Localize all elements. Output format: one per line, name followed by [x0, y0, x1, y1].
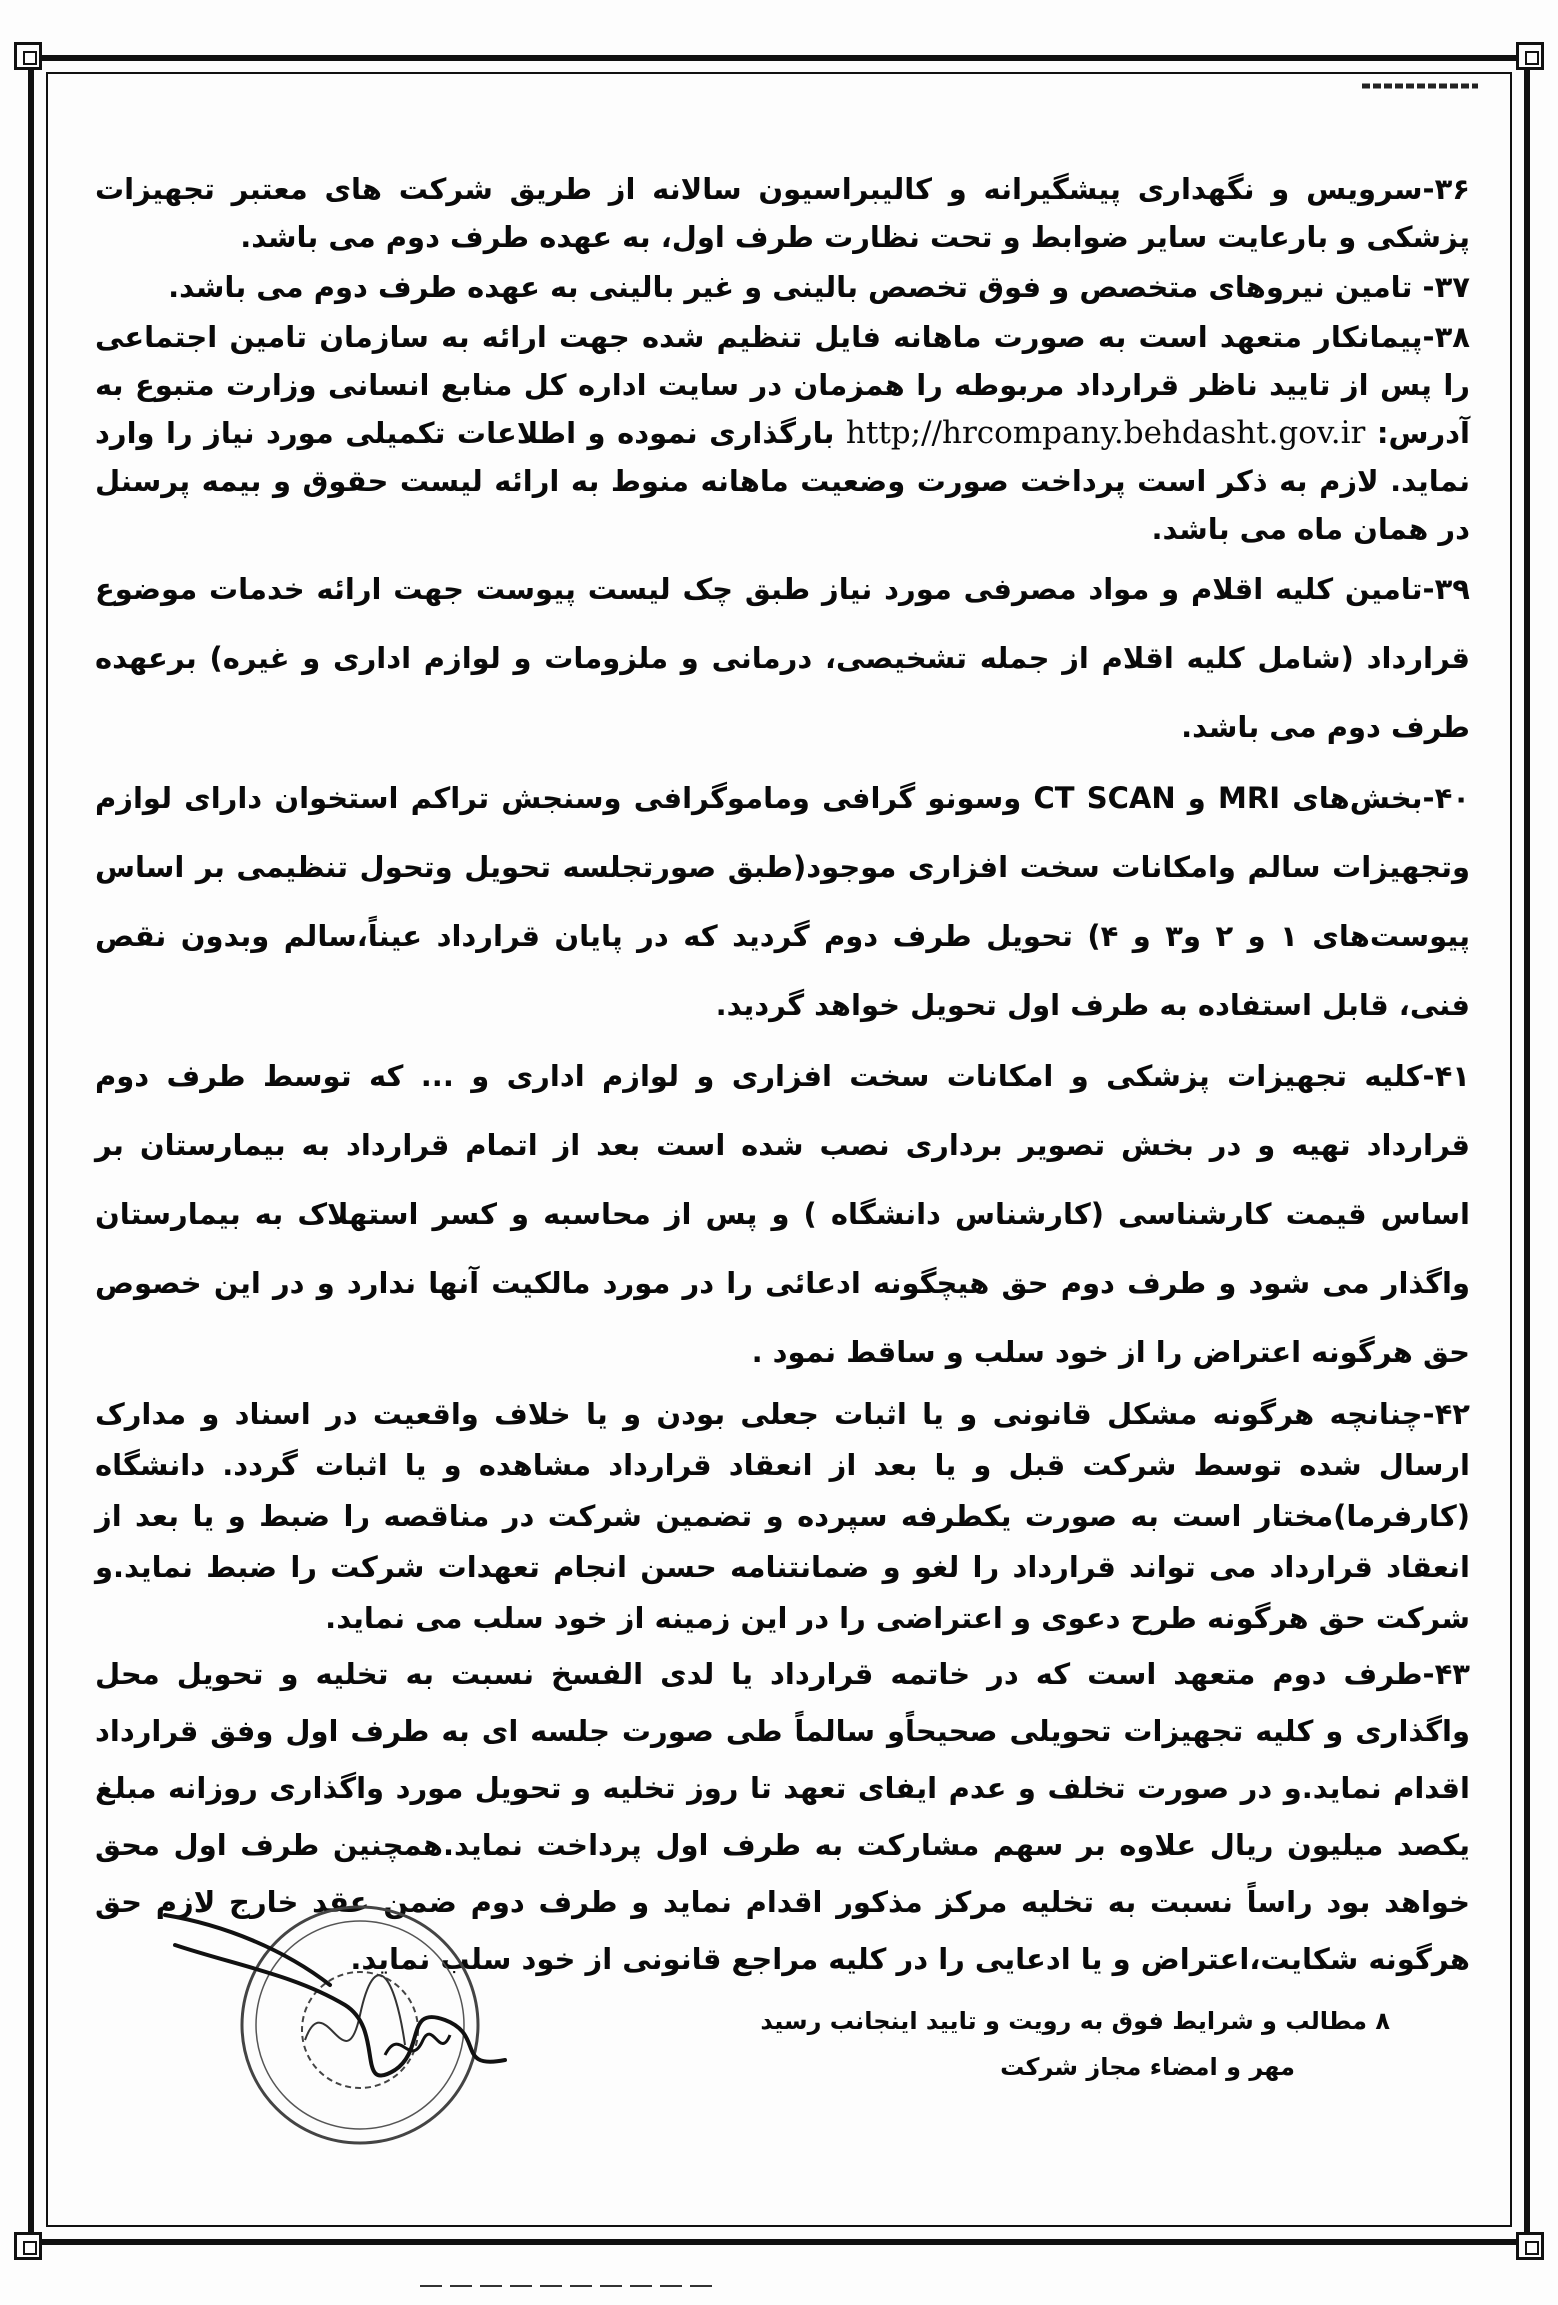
border-corner-bottom-left — [14, 2232, 42, 2260]
clause-38: ۳۸-پیمانکار متعهد است به صورت ماهانه فایل تنظیم شده جهت ارائه به سازمان تامین اجتماعی را پس از تایید ناظر قرارداد مربوطه را همزمان در سایت اداره کل منابع انسانی وزارت متبوع به آدرس: http;//hrcompany.behdasht.gov.ir بارگذاری نموده و اطلاعات تکمیلی مورد نیاز را وارد نماید. لازم به ذکر است پرداخت صورت وضعیت ماهانه منوط به ارائه لیست حقوق و بیمه پرسنل در همان ماه می باشد. — [95, 320, 1470, 546]
clause-36: ۳۶-سرویس و نگهداری پیشگیرانه و کالیبراسیون سالانه از طریق شرکت های معتبر تجهیزات پزشکی و بارعایت سایر ضوابط و تحت نظارت طرف اول، به عهده طرف دوم می باشد. — [95, 172, 1470, 254]
clause-42: ۴۲-چنانچه هرگونه مشکل قانونی و یا اثبات جعلی بودن و یا خلاف واقعیت در اسناد و مدارک ارسال شده توسط شرکت قبل و یا بعد از انعقاد قرارداد مشاهده و یا اثبات گردد. دانشگاه (کارفرما)مختار است به صورت یکطرفه سپرده و تضمین شرکت در مناقصه را ضبط و یا بعد از انعقاد قرارداد می تواند قرارداد را لغو و ضمانتنامه حسن انجام تعهدات شرکت را ضبط نماید.و شرکت حق هرگونه طرح دعوی و اعتراضی را در این زمینه از خود سلب می نماید. — [95, 1397, 1470, 1635]
scan-bottom-marks — [420, 2278, 720, 2292]
contract-clauses — [95, 165, 1470, 1990]
company-seal-and-signature — [155, 1855, 545, 2195]
footer-acknowledgement: ۸ مطالب و شرایط فوق به رویت و تایید اینجانب رسید — [760, 2007, 1390, 2035]
signature-block — [760, 1998, 1390, 2090]
clause-41: ۴۱-کلیه تجهیزات پزشکی و امکانات سخت افزاری و لوازم اداری و ... که توسط طرف دوم قرارداد تهیه و در بخش تصویر برداری نصب شده است بعد از اتمام قرارداد به بیمارستان بر اساس قیمت کارشناسی (کارشناس دانشگاه ) و پس از محاسبه و کسر استهلاک به بیمارستان واگذار می شود و طرف دوم حق هیچگونه ادعائی را در مورد مالکیت آنها ندارد و در این خصوص حق هرگونه اعتراض را از خود سلب و ساقط نمود . — [95, 1059, 1470, 1369]
clause-39: ۳۹-تامین کلیه اقلام و مواد مصرفی مورد نیاز طبق چک لیست پیوست جهت ارائه خدمات موضوع قرارداد (شامل کلیه اقلام از جمله تشخیصی، درمانی و ملزومات و لوازم اداری و غیره) برعهده طرف دوم می باشد. — [95, 572, 1470, 744]
border-corner-bottom-right — [1516, 2232, 1544, 2260]
clause-37: ۳۷- تامین نیروهای متخصص و فوق تخصص بالینی و غیر بالینی به عهده طرف دوم می باشد. — [168, 270, 1470, 304]
hrcompany-url[interactable]: http;//hrcompany.behdasht.gov.ir — [845, 415, 1366, 451]
clause-40: ۴۰-بخش‌های MRI و CT SCAN وسونو گرافی وماموگرافی وسنجش تراکم استخوان دارای لوازم وتجهیزات سالم وامکانات سخت افزاری موجود(طبق صورتجلسه تحویل وتحول تنظیمی بر اساس پیوست‌های ۱ و ۲ و۳ و ۴) تحویل طرف دوم گردید که در پایان قرارداد عیناً،سالم وبدون نقص فنی، قابل استفاده به طرف اول تحویل خواهد گردید. — [95, 781, 1471, 1022]
border-corner-top-right — [1516, 42, 1544, 70]
clause-43: ۴۳-طرف دوم متعهد است که در خاتمه قرارداد یا لدی الفسخ نسبت به تخلیه و تحویل محل واگذاری و کلیه تجهیزات تحویلی صحیحاًو سالماً طی صورت جلسه ای به طرف اول وفق قرارداد اقدام نماید.و در صورت تخلف و عدم ایفای تعهد تا روز تخلیه و تحویل مورد واگذاری روزانه مبلغ یکصد میلیون ریال علاوه بر سهم مشارکت به طرف اول پرداخت نماید.همچنین طرف اول محق خواهد بود راساً نسبت به تخلیه مرکز مذکور اقدام نماید و طرف دوم ضمن عقد خارج لازم حق هرگونه شکایت،اعتراض و یا ادعایی را در کلیه مراجع قانونی از خود سلب نماید. — [95, 1657, 1470, 1976]
header-scribble-mark — [1360, 78, 1480, 92]
footer-seal-label: مهر و امضاء مجاز شرکت — [1000, 2053, 1295, 2081]
border-corner-top-left — [14, 42, 42, 70]
